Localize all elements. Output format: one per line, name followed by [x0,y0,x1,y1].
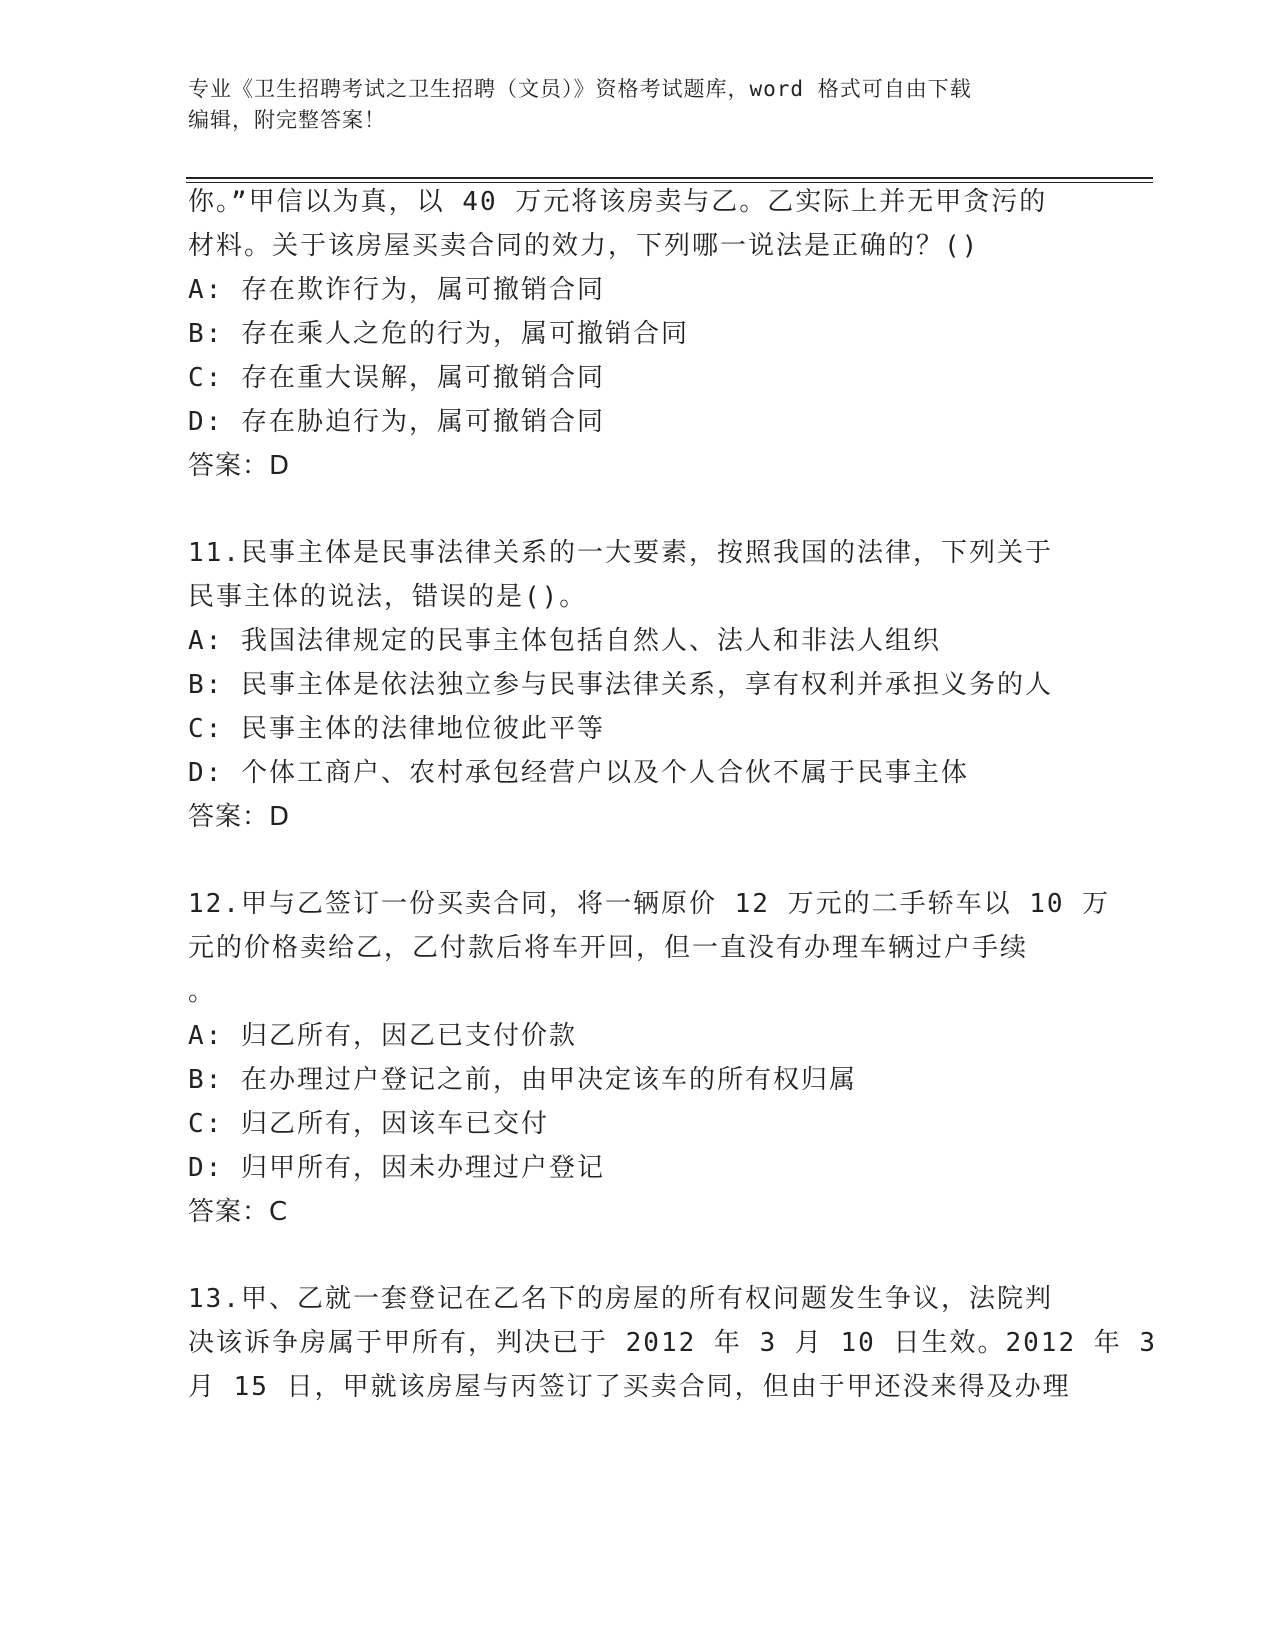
option-c: C: 民事主体的法律地位彼此平等 [188,714,605,744]
question-stem-line: 。 [188,977,217,1007]
question-stem-line: 13.甲、乙就一套登记在乙名下的房屋的所有权问题发生争议，法院判 [188,1284,1053,1314]
header-divider-thin [186,182,1153,183]
header-line-2: 编辑，附完整答案！ [188,108,386,132]
option-b: B: 在办理过户登记之前，由甲决定该车的所有权归属 [188,1065,857,1095]
question-stem-line: 材料。关于该房屋买卖合同的效力，下列哪一说法是正确的？() [188,231,980,261]
question-stem-line: 12.甲与乙签订一份买卖合同，将一辆原价 12 万元的二手轿车以 10 万 [188,889,1111,919]
question-stem-line: 你。”甲信以为真，以 40 万元将该房卖与乙。乙实际上并无甲贪污的 [188,187,1048,217]
header-text [188,74,1088,136]
answer-label: 答案：C [188,1197,289,1227]
option-a: A: 我国法律规定的民事主体包括自然人、法人和非法人组织 [188,626,941,656]
question-stem-line: 月 15 日，甲就该房屋与丙签订了买卖合同，但由于甲还没来得及办理 [188,1372,1071,1402]
question-stem-line: 民事主体的说法，错误的是()。 [188,582,588,612]
answer-label: 答案：D [188,802,291,832]
option-d: D: 归甲所有，因未办理过户登记 [188,1153,605,1183]
option-b: B: 存在乘人之危的行为，属可撤销合同 [188,319,689,349]
option-a: A: 归乙所有，因乙已支付价款 [188,1021,577,1051]
option-a: A: 存在欺诈行为，属可撤销合同 [188,275,605,305]
option-d: D: 个体工商户、农村承包经营户以及个人合伙不属于民事主体 [188,758,969,788]
question-stem-line: 11.民事主体是民事法律关系的一大要素，按照我国的法律，下列关于 [188,538,1053,568]
question-stem-line: 决该诉争房属于甲所有，判决已于 2012 年 3 月 10 日生效。2012 年 3 [188,1328,1158,1358]
header-line-1: 专业《卫生招聘考试之卫生招聘（文员）》资格考试题库，word 格式可自由下载 [188,77,972,101]
option-c: C: 归乙所有，因该车已交付 [188,1109,549,1139]
question-stem-line: 元的价格卖给乙，乙付款后将车开回，但一直没有办理车辆过户手续 [188,933,1029,963]
option-d: D: 存在胁迫行为，属可撤销合同 [188,407,605,437]
option-c: C: 存在重大误解，属可撤销合同 [188,363,605,393]
header-divider-thick [186,177,1153,179]
option-b: B: 民事主体是依法独立参与民事法律关系，享有权利并承担义务的人 [188,670,1053,700]
answer-label: 答案：D [188,451,291,481]
